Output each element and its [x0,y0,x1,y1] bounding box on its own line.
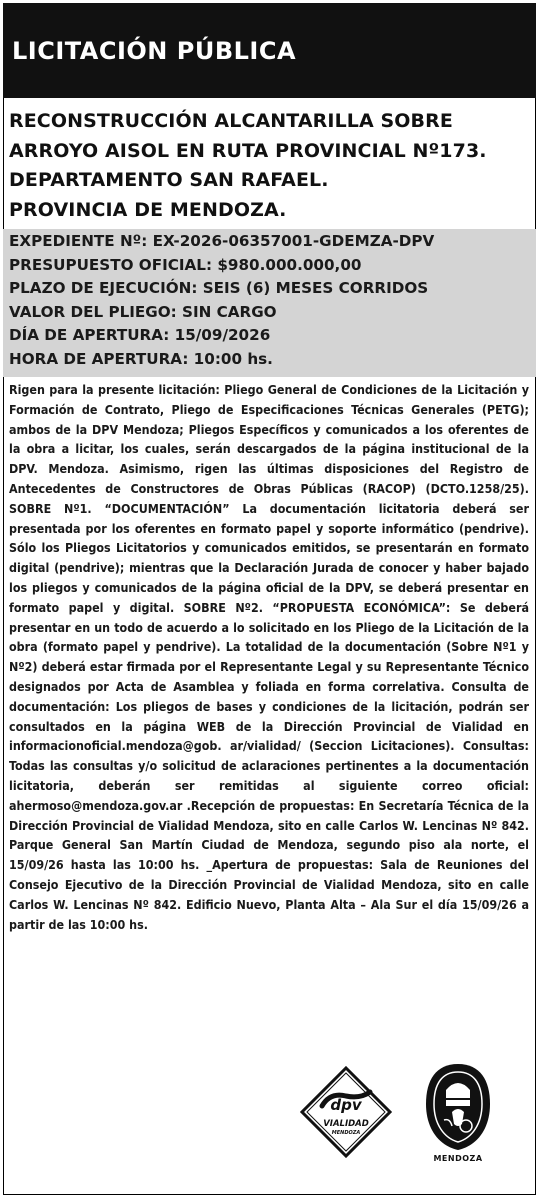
title-line-2: ARROYO AISOL EN RUTA PROVINCIAL Nº173. [9,139,487,162]
presupuesto-line: PRESUPUESTO OFICIAL: $980.000.000,00 [9,255,362,274]
svg-text:VIALIDAD: VIALIDAD [323,1119,369,1129]
dia-apertura-line: DÍA DE APERTURA: 15/09/2026 [9,326,271,344]
header-banner [3,3,536,98]
tender-body-text: Rigen para la presente licitación: Pliego General de Condiciones de la Licitación y Formación de Contrato, Pliego de Especificaciones Técnicas Generales (PETG); ambos de la DPV Mendoza; Pliegos Específicos y comunicados a los oferentes de la obra a licitar, los cuales, serán descargados de la página institucional de la DPV. Mendoza. Asimismo, rigen las últimas disposiciones del Registro de Antecedentes de Constructores de Obras Públicas (RACOP) (DCTO.1258/25). SOBRE Nº1. “DOCUMENTACIÓN” La documentación licitatoria deberá ser presentada por los oferentes en formato papel y soporte informático (pendrive). Sólo los Pliegos Licitatorios y comunicados emitidos, se presentarán en formato digital (pendrive); mientras que la Declaración Jurada de conocer y haber bajado los pliegos y comunicados de la página oficial de la DPV, se deberá presentar en formato papel y digital. SOBRE Nº2. “PROPUESTA ECONÓMICA”: Se deberá presentar en un todo de acuerdo a lo solicitado en los Pliego de la Licitación de la obra (formato papel y pendrive). La totalidad de la documentación (Sobre Nº1 y Nº2) deberá estar firmada por el Representante Legal y su Representante Técnico designados por Acta de Asamblea y foliada en forma correlativa. Consulta de documentación: Los pliegos de bases y condiciones de la licitación, podrán ser consultados en la página WEB de la Dirección Provincial de Vialidad en informacionoficial.mendoza@gob. ar/vialidad/ (Seccion Licitaciones). Consultas: Todas las consultas y/o solicitud de aclaraciones pertinentes a la documentación licitatoria, deberán ser remitidas al siguiente correo oficial: ahermoso@mendoza.gov.ar .Recepción de propuestas: En Secretaría Técnica de la Dirección Provincial de Vialidad Mendoza, sito en calle Carlos W. Lencinas Nº 842. Parque General San Martín Ciudad de Mendoza, segundo piso ala norte, el 15/09/26 hasta las 10:00 hs. _Apertura de propuestas: Sala de Reuniones del Consejo Ejecutivo de la Dirección Provincial de Vialidad Mendoza, sito en calle Carlos W. Lencinas Nº 842. Edificio Nuevo, Planta Alta – Ala Sur el día 15/09/26 a partir de las 10:00 hs. [9,382,529,932]
mendoza-logo-label: MENDOZA [433,1154,483,1163]
valor-line: VALOR DEL PLIEGO: SIN CARGO [9,302,277,321]
vialidad-logo [300,1066,392,1158]
page-title: LICITACIÓN PÚBLICA [12,36,297,65]
title-line-1: RECONSTRUCCIÓN ALCANTARILLA SOBRE [9,110,453,132]
expediente-line: EXPEDIENTE Nº: EX-2026-06357001-GDEMZA-DPV [9,232,435,250]
hora-apertura-line: HORA DE APERTURA: 10:00 hs. [9,349,273,368]
svg-text:MENDOZA: MENDOZA [331,1130,361,1136]
svg-text:dpv: dpv [330,1096,362,1114]
tender-title [9,107,529,225]
title-line-3: DEPARTAMENTO SAN RAFAEL. [9,169,329,191]
logos-area [0,1060,545,1200]
tender-info-box [3,229,536,377]
title-line-4: PROVINCIA DE MENDOZA. [9,198,287,221]
plazo-line: PLAZO DE EJECUCIÓN: SEIS (6) MESES CORRIDOS [9,279,429,297]
